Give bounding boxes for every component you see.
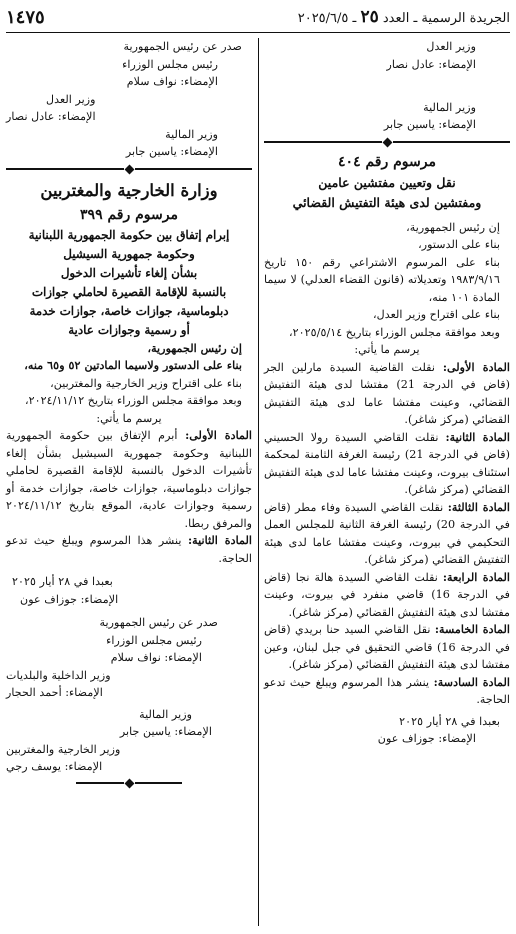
article [264, 499, 510, 569]
decree-subject: نقل وتعيين مفتشين عامين [318, 174, 456, 190]
section-separator [76, 780, 182, 787]
article [264, 674, 510, 709]
article-text: نقلت القاضي السيدة هالة نجا (قاض في الدرجة 16) قاضي منفرد في بيروت، وعينت مفتشا لدى هيئة التفتيش القضائي (مركز شاغر). [264, 570, 510, 619]
header-date: ـ ٢٠٢٥/٦/٥ [297, 11, 357, 26]
decree-subject: دبلوماسية، جوازات خاصة، جوازات خدمة [29, 303, 229, 318]
preamble-line: بناء على المرسوم الاشتراعي رقم ١٥٠ تاريخ ١٩٨٣/٩/١٦ وتعديلاته (قانون القضاء العدلي) لا سيما المادة ١٠١ منه، [264, 255, 500, 304]
left-column [6, 38, 252, 791]
signature-title: صدر عن رئيس الجمهورية [123, 40, 242, 53]
preamble-line: وبعد موافقة مجلس الوزراء بتاريخ ٢٠٢٤/١١/١٢، [25, 394, 242, 407]
page-number: ١٤٧٥ [6, 6, 45, 28]
article-text: نقلت القاضية السيدة مارلين الجر (قاض في الدرجة 21) مفتشا لدى هيئة التفتيش القضائي، وعينت مفتشا عاما لدى هيئة التفتيش القضائي (مركز شاغر). [264, 360, 510, 426]
signature-title: وزير المالية [165, 127, 218, 141]
signature-title [264, 81, 510, 99]
decree-subject: أو رسمية وجوازات عادية [68, 322, 190, 337]
ministry-heading: وزارة الخارجية والمغتربين [40, 180, 218, 200]
decree-subject: بشأن إلغاء تأشيرات الدخول [60, 265, 198, 280]
header-title [298, 7, 510, 27]
article-label: المادة الثانية: [445, 429, 510, 444]
article-label: المادة الخامسة: [434, 622, 510, 636]
signature-title: وزير المالية [139, 707, 192, 721]
signature-name: الإمضاء: أحمد الحجار [6, 686, 103, 699]
preamble-line: بناء على الدستور، [418, 238, 500, 251]
decree-number: مرسوم رقم ٣٩٩ [80, 206, 178, 223]
article-label: المادة الرابعة: [442, 569, 510, 584]
signature-name: الإمضاء: جوزاف عون [377, 732, 476, 745]
preamble-line: وبعد موافقة مجلس الوزراء بتاريخ ٢٠٢٥/٥/١٤، [289, 325, 500, 339]
article-label: المادة الثانية: [188, 533, 252, 547]
signature-title: صدر عن رئيس الجمهورية [99, 616, 218, 629]
header-rule [6, 32, 510, 33]
decree-date: بعبدا في ٢٨ أيار ٢٠٢٥ [12, 575, 113, 588]
section-separator [6, 166, 252, 173]
article [264, 621, 510, 674]
decree-number: مرسوم رقم ٤٠٤ [338, 153, 436, 170]
preamble-line: بناء على الدستور ولاسيما المادتين ٥٢ و٦٥ منه، [24, 358, 242, 372]
header-issue-number: ٢٥ [360, 7, 379, 27]
signature-name: الإمضاء: جوزاف عون [20, 592, 119, 606]
preamble-line: بناء على اقتراح وزير الخارجية والمغتربين، [50, 376, 242, 390]
header-gazette-name: الجريدة الرسمية ـ العدد [382, 11, 510, 26]
article [264, 569, 510, 622]
signature-name: الإمضاء: يوسف رجي [6, 760, 103, 773]
article-label: المادة الأولى: [185, 428, 253, 442]
article-text: أبرم الإتفاق بين حكومة الجمهورية اللبنانية وحكومة جمهورية السيشيل بشأن إلغاء تأشيرات الدخول بالنسبة للإقامة القصيرة لحاملي جوازات دبلوماسية، جوازات خاصة، جوازات خدمة أو رسمية وجوازات عادية، الموقع بتاريخ ٢٠٢٤/١١/١٢ والمرفق ربطا. [6, 429, 252, 530]
decree-date: بعبدا في ٢٨ أيار ٢٠٢٥ [399, 714, 500, 728]
preamble-line: إن رئيس الجمهورية، [406, 220, 500, 234]
article-text: ينشر هذا المرسوم ويبلغ حيث تدعو الحاجة. [6, 534, 252, 565]
article-text: ينشر هذا المرسوم ويبلغ حيث تدعو الحاجة. [264, 675, 510, 706]
preamble-line: إن رئيس الجمهورية، [147, 340, 242, 355]
article [264, 359, 510, 429]
signature-title: وزير الداخلية والبلديات [6, 668, 111, 682]
article-text: نقل القاضي السيد حنا بريدي (قاض في الدرجة 16) قاضي التحقيق في جبل لبنان، وعين مفتشا لدى هيئة التفتيش القضائي (مركز شاغر). [264, 623, 510, 671]
decree-subject: إبرام إتفاق بين حكومة الجمهورية اللبنانية [28, 227, 230, 242]
right-column [264, 38, 510, 748]
signature-name: الإمضاء: ياسين جابر [119, 725, 212, 738]
section-separator [264, 139, 510, 146]
signature-title: وزير الخارجية والمغتربين [6, 742, 121, 756]
article [6, 427, 252, 532]
decree-subject: وحكومة جمهورية السيشيل [63, 246, 195, 261]
signature-title: وزير العدل [46, 92, 96, 106]
preamble-line: بناء على اقتراح وزير العدل، [372, 308, 500, 321]
preamble-line: يرسم ما يأتي: [96, 411, 162, 425]
decree-subject: بالنسبة للإقامة القصيرة لحاملي جوازات [31, 284, 227, 299]
preamble-line: يرسم ما يأتي: [354, 343, 420, 356]
signature-name: الإمضاء: نواف سلام [110, 651, 202, 664]
signature-title: رئيس مجلس الوزراء [122, 57, 218, 71]
article-text: نقلت القاضي السيدة رولا الحسيني (قاض في الدرجة 21) رئيسة الغرفة الثامنة لمحكمة استئناف بيروت، وعينت مفتشا عاما لدى هيئة التفتيش القضائي (مركز شاغر). [264, 430, 510, 496]
article [6, 532, 252, 567]
article [264, 429, 510, 499]
signature-title: وزير المالية [423, 100, 476, 114]
signature-name: الإمضاء: نواف سلام [126, 75, 218, 88]
signature-name: الإمضاء: عادل نصار [6, 110, 96, 123]
article-label: المادة الثالثة: [447, 499, 510, 514]
column-divider [258, 38, 259, 926]
signature-name: الإمضاء: عادل نصار [386, 57, 476, 71]
signature-name: الإمضاء: ياسين جابر [125, 145, 218, 158]
page-header [6, 6, 510, 28]
signature-title: رئيس مجلس الوزراء [106, 633, 202, 647]
signature-name: الإمضاء: ياسين جابر [383, 118, 476, 131]
article-label: المادة السادسة: [433, 674, 510, 689]
decree-subject: ومفتشين لدى هيئة التفتيش القضائي [292, 194, 482, 210]
signature-title: وزير العدل [426, 40, 476, 53]
article-label: المادة الأولى: [442, 359, 510, 374]
article-text: نقلت القاضي السيدة وفاء مطر (قاض في الدرجة 20) رئيسة الغرفة الثانية للمجلس العمل التحكيمي في بيروت، وعينت مفتشا عاما لدى هيئة التفتيش القضائي (مركز شاغر). [264, 500, 510, 566]
